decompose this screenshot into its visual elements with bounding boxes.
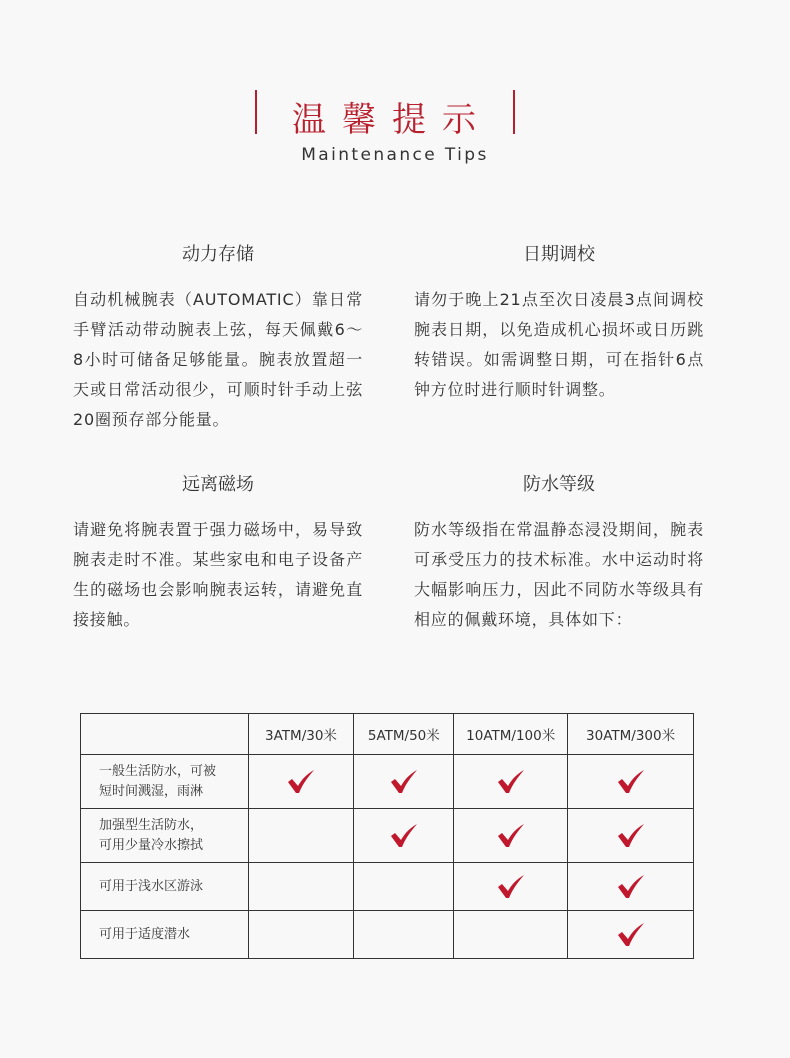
section-body: 防水等级指在常温静态浸没期间，腕表可承受压力的技术标准。水中运动时将大幅影响压力，因此不同防水等级具有相应的佩戴环境，具体如下： — [414, 520, 704, 629]
checkmark-icon — [497, 770, 525, 794]
table-cell — [248, 755, 354, 809]
checkmark-icon — [617, 824, 645, 848]
table-row — [81, 863, 694, 911]
checkmark-icon — [497, 875, 525, 899]
table-header-cell: 5ATM/50米 — [354, 714, 454, 755]
table-cell — [248, 809, 354, 863]
table-cell — [454, 863, 568, 911]
checkmark-icon — [617, 770, 645, 794]
table-cell — [568, 809, 694, 863]
table-cell — [354, 863, 454, 911]
table-cell — [454, 755, 568, 809]
section-body: 请勿于晚上21点至次日凌晨3点间调校腕表日期，以免造成机心损坏或日历跳转错误。如需调整日期，可在指针6点钟方位时进行顺时针调整。 — [414, 290, 704, 399]
page-subtitle: Maintenance Tips — [301, 145, 489, 165]
table-cell — [354, 911, 454, 959]
water-resistance-table — [80, 713, 694, 959]
table-cell — [354, 809, 454, 863]
page-title: 温馨提示 — [292, 100, 492, 140]
title-right-bar — [513, 90, 515, 134]
table-header-row — [81, 714, 694, 755]
row-label: 一般生活防水，可被 短时间溅湿，雨淋 — [81, 755, 249, 809]
row-label: 加强型生活防水， 可用少量冷水擦拭 — [81, 809, 249, 863]
section-heading: 日期调校 — [523, 244, 595, 265]
table-header-cell: 30ATM/300米 — [568, 714, 694, 755]
row-label: 可用于适度潜水 — [81, 911, 249, 959]
table-row — [81, 809, 694, 863]
table-cell — [454, 809, 568, 863]
table-cell — [248, 911, 354, 959]
table-header-cell: 3ATM/30米 — [248, 714, 354, 755]
table-cell — [454, 911, 568, 959]
section-heading: 动力存储 — [182, 244, 254, 265]
table-cell — [568, 911, 694, 959]
table-header-cell — [81, 714, 249, 755]
row-label: 可用于浅水区游泳 — [81, 863, 249, 911]
table-cell — [568, 863, 694, 911]
header — [0, 0, 790, 190]
table-cell — [568, 755, 694, 809]
title-left-bar — [255, 90, 257, 134]
table-row — [81, 755, 694, 809]
checkmark-icon — [497, 824, 525, 848]
section-body: 自动机械腕表（AUTOMATIC）靠日常手臂活动带动腕表上弦，每天佩戴6～8小时可储备足够能量。腕表放置超一天或日常活动很少，可顺时针手动上弦20圈预存部分能量。 — [73, 290, 363, 429]
checkmark-icon — [617, 923, 645, 947]
section-heading: 远离磁场 — [182, 474, 254, 495]
table-cell — [248, 863, 354, 911]
section-heading: 防水等级 — [523, 474, 595, 495]
section-date-setting — [414, 240, 704, 405]
section-water-resistance — [414, 470, 704, 635]
checkmark-icon — [617, 875, 645, 899]
table-row — [81, 911, 694, 959]
checkmark-icon — [390, 824, 418, 848]
checkmark-icon — [390, 770, 418, 794]
table-cell — [354, 755, 454, 809]
section-body: 请避免将腕表置于强力磁场中，易导致腕表走时不准。某些家电和电子设备产生的磁场也会影响腕表运转，请避免直接接触。 — [73, 520, 363, 629]
section-magnetic-field — [73, 470, 363, 635]
section-power-reserve — [73, 240, 363, 435]
table-header-cell: 10ATM/100米 — [454, 714, 568, 755]
checkmark-icon — [287, 770, 315, 794]
